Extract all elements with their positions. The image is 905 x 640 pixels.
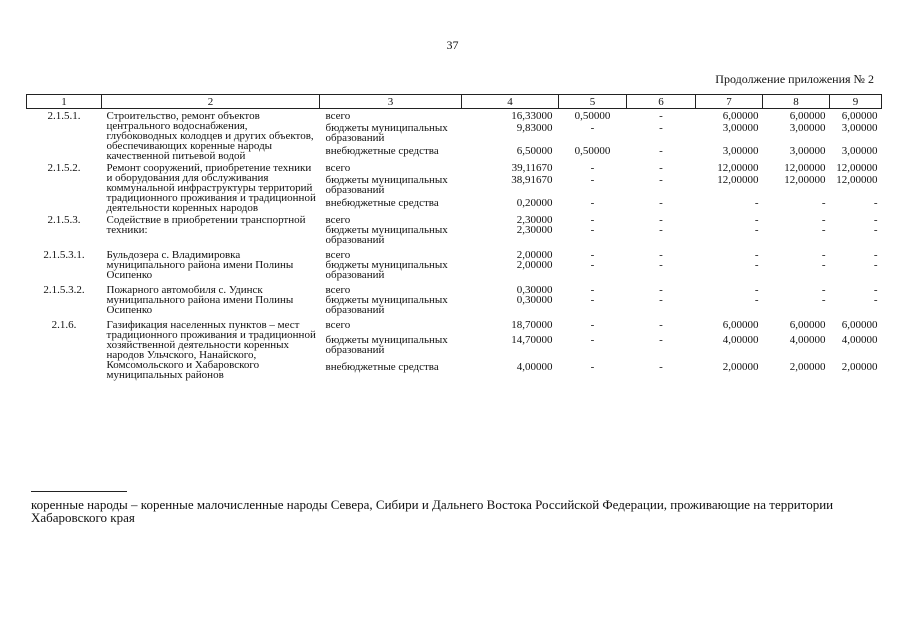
value-col7: 4,00000 (722, 333, 759, 346)
value-col9: 2,00000 (841, 361, 878, 374)
value-col7: 2,00000 (722, 361, 759, 374)
value-col5: - (590, 294, 595, 306)
value-col6: - (659, 224, 663, 236)
value-total: 6,50000 (516, 144, 553, 157)
value-col8: - (821, 294, 826, 306)
item-description: Бульдозера с. Владимировка муниципального района имени Полины Осипенко (106, 249, 294, 281)
funding-source: всего (325, 110, 351, 122)
column-header: 7 (696, 95, 763, 109)
funding-source: всего (325, 214, 351, 226)
page-number: 37 (446, 38, 459, 52)
value-col8: - (821, 196, 826, 209)
value-col6: - (659, 196, 663, 209)
value-total: 39,11670 (511, 162, 553, 174)
value-col6: - (659, 249, 663, 261)
value-col6: - (659, 162, 663, 174)
value-col5: - (590, 224, 595, 236)
column-header: 4 (462, 95, 559, 109)
value-total: 0,30000 (516, 284, 553, 296)
value-col7: - (754, 224, 759, 236)
value-total: 38,91670 (511, 173, 553, 186)
value-total: 2,00000 (516, 249, 553, 261)
funding-source: внебюджетные средства (325, 196, 439, 209)
value-col8: 3,00000 (789, 121, 826, 134)
column-header: 2 (102, 95, 320, 109)
value-col5: - (590, 214, 595, 226)
value-col8: 2,00000 (789, 361, 826, 374)
value-col8: - (821, 214, 826, 226)
item-number: 2.1.5.1. (47, 110, 81, 122)
column-header: 8 (763, 95, 830, 109)
value-col6: - (659, 259, 663, 271)
value-col9: 6,00000 (841, 110, 878, 122)
table-header-row (27, 95, 882, 109)
value-col5: - (590, 173, 595, 186)
item-number: 2.1.6. (51, 319, 77, 331)
value-col9: - (873, 214, 878, 226)
value-col8: 6,00000 (789, 110, 826, 122)
funding-source: всего (325, 319, 351, 331)
value-total: 4,00000 (516, 361, 553, 374)
program-table (26, 94, 882, 380)
footnote-divider (31, 491, 127, 492)
value-col9: 3,00000 (841, 144, 878, 157)
table-row (27, 161, 882, 175)
value-total: 9,83000 (516, 121, 553, 134)
value-col8: 4,00000 (789, 333, 826, 346)
funding-source: всего (325, 284, 351, 296)
value-total: 2,30000 (516, 224, 553, 236)
table-row (27, 109, 882, 123)
item-number: 2.1.5.2. (47, 162, 81, 174)
value-col5: - (590, 249, 595, 261)
value-col6: - (659, 333, 663, 346)
value-col6: - (659, 214, 663, 226)
value-col5: - (590, 333, 595, 346)
value-col9: 6,00000 (841, 319, 878, 331)
value-col7: - (754, 196, 759, 209)
value-col8: - (821, 284, 826, 296)
value-col7: - (754, 284, 759, 296)
value-col5: - (590, 259, 595, 271)
value-col7: 3,00000 (722, 121, 759, 134)
funding-source: бюджеты муниципальных образований (325, 173, 448, 196)
value-col5: - (590, 319, 595, 331)
value-col6: - (659, 173, 663, 186)
funding-source: бюджеты муниципальных образований (325, 294, 448, 316)
value-col6: - (659, 144, 663, 157)
value-col5: - (590, 196, 595, 209)
value-col9: 12,00000 (836, 162, 878, 174)
item-description: Ремонт сооружений, приобретение техники и оборудования для обслуживания коммунальной инфраструктуры территорий традиционного проживания и традиционной деятельности коренных народов (106, 162, 316, 214)
value-col8: 3,00000 (789, 144, 826, 157)
value-total: 18,70000 (511, 319, 553, 331)
value-col7: 6,00000 (722, 319, 759, 331)
value-col8: 12,00000 (784, 173, 826, 186)
value-col9: - (873, 294, 878, 306)
item-number: 2.1.5.3. (47, 214, 81, 226)
value-col9: - (873, 196, 878, 209)
value-col6: - (659, 319, 663, 331)
value-col5: 0,50000 (574, 110, 611, 122)
value-col6: - (659, 361, 663, 374)
table-row (27, 283, 882, 295)
item-number: 2.1.5.3.1. (43, 249, 85, 261)
funding-source: всего (325, 249, 351, 261)
value-col9: - (873, 284, 878, 296)
funding-source: бюджеты муниципальных образований (325, 259, 448, 281)
column-header: 9 (830, 95, 882, 109)
item-description: Пожарного автомобиля с. Удинск муниципального района имени Полины Осипенко (106, 284, 294, 316)
item-description: Строительство, ремонт объектов центрального водоснабжения, глубоководных колодцев и других объектов, обеспечивающих коренные народы качественной питьевой водой (106, 110, 314, 162)
value-col9: - (873, 224, 878, 236)
value-col5: - (590, 162, 595, 174)
value-col8: - (821, 224, 826, 236)
value-col9: - (873, 259, 878, 271)
value-col5: - (590, 121, 595, 134)
value-total: 0,20000 (516, 196, 553, 209)
value-col7: - (754, 249, 759, 261)
value-col9: - (873, 249, 878, 261)
value-total: 14,70000 (511, 333, 553, 346)
value-col6: - (659, 294, 663, 306)
value-total: 16,33000 (511, 110, 553, 122)
column-header: 1 (27, 95, 102, 109)
funding-source: внебюджетные средства (325, 144, 439, 157)
continuation-label: Продолжение приложения № 2 (715, 72, 874, 86)
value-col9: 12,00000 (836, 173, 878, 186)
value-col5: - (590, 284, 595, 296)
value-col6: - (659, 121, 663, 134)
value-total: 2,30000 (516, 214, 553, 226)
value-col7: - (754, 294, 759, 306)
funding-source: бюджеты муниципальных образований (325, 333, 448, 356)
item-number: 2.1.5.3.2. (43, 284, 85, 296)
column-header: 3 (320, 95, 462, 109)
value-col7: 12,00000 (717, 162, 759, 174)
funding-source: внебюджетные средства (325, 361, 439, 374)
funding-source: бюджеты муниципальных образований (325, 121, 448, 144)
table-row (27, 318, 882, 335)
column-header: 6 (627, 95, 696, 109)
value-col7: 3,00000 (722, 144, 759, 157)
item-description: Содействие в приобретении транспортной техники: (106, 214, 306, 236)
value-col9: 3,00000 (841, 121, 878, 134)
value-col7: 12,00000 (717, 173, 759, 186)
value-col8: - (821, 249, 826, 261)
value-col7: 6,00000 (722, 110, 759, 122)
funding-source: бюджеты муниципальных образований (325, 224, 448, 246)
value-col5: 0,50000 (574, 144, 611, 157)
table-row (27, 248, 882, 260)
value-col6: - (659, 110, 663, 122)
value-total: 2,00000 (516, 259, 553, 271)
item-description: Газификация населенных пунктов – мест традиционного проживания и традиционной хозяйственной деятельности коренных народов Ульчского, Нанайского, Комсомольского и Хабаровского муниципальных районов (106, 319, 316, 381)
value-col8: 6,00000 (789, 319, 826, 331)
column-header: 5 (559, 95, 627, 109)
funding-source: всего (325, 162, 351, 174)
value-col8: 12,00000 (784, 162, 826, 174)
footnote: коренные народы – коренные малочисленные народы Севера, Сибири и Дальнего Востока Российской Федерации, проживающие на территории Хабаровского края (31, 497, 834, 525)
value-total: 0,30000 (516, 294, 553, 306)
value-col7: - (754, 214, 759, 226)
value-col8: - (821, 259, 826, 271)
value-col5: - (590, 361, 595, 374)
value-col9: 4,00000 (841, 333, 878, 346)
value-col7: - (754, 259, 759, 271)
table-row (27, 213, 882, 225)
table-body (27, 109, 882, 381)
value-col6: - (659, 284, 663, 296)
